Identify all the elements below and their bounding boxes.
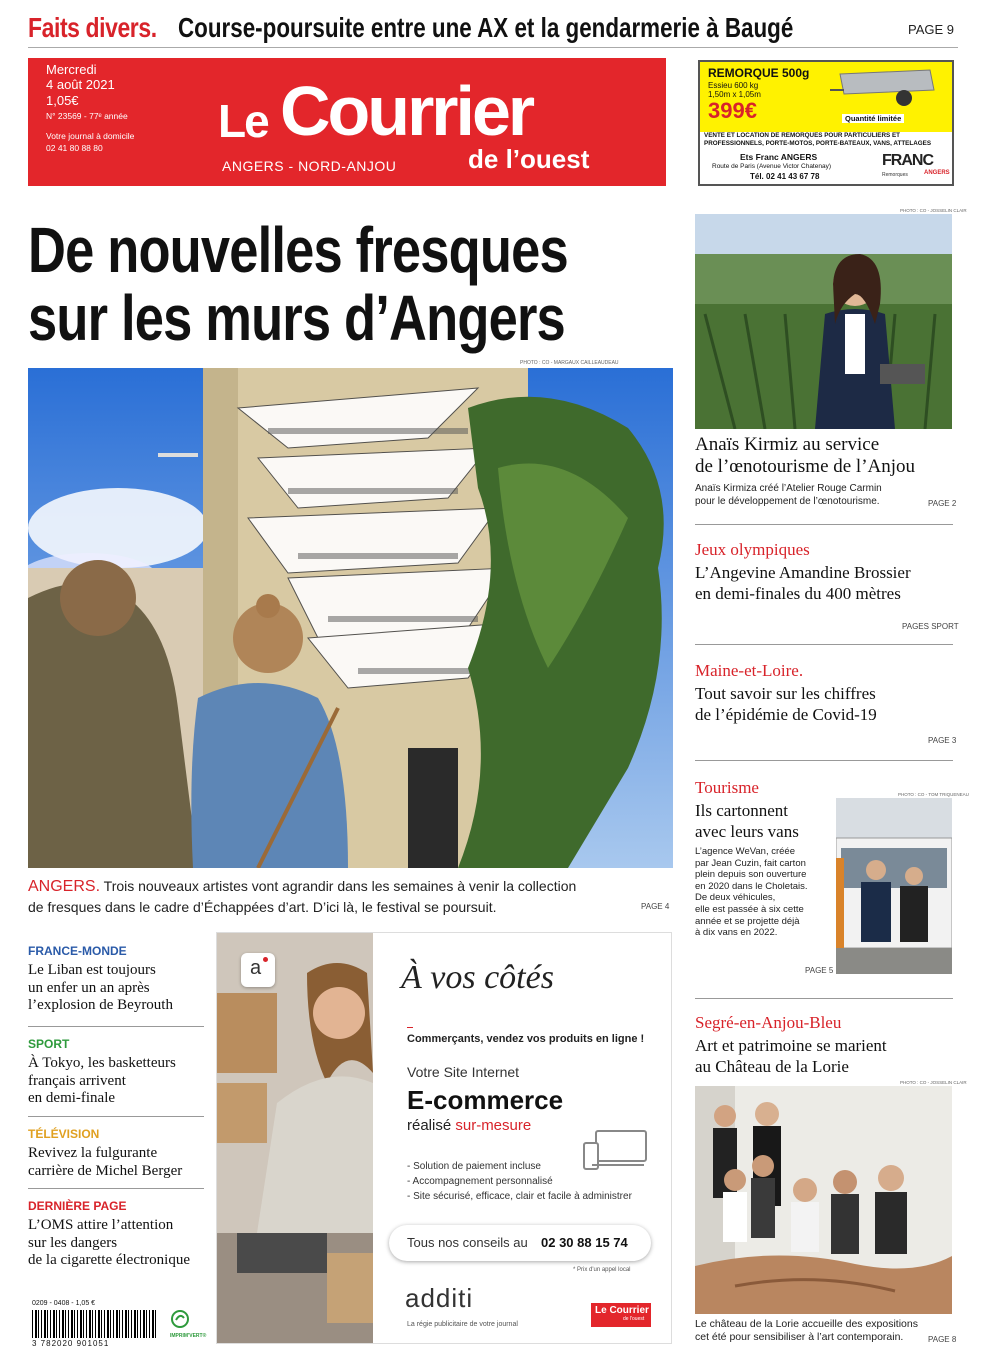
brief-line: sur les dangers bbox=[28, 1234, 118, 1251]
top-divider bbox=[28, 47, 958, 48]
story5-title-line1: Art et patrimoine se marient bbox=[695, 1036, 887, 1055]
additi-line-site: Votre Site Internet bbox=[407, 1064, 520, 1080]
story4-kicker: Tourisme bbox=[695, 778, 759, 797]
main-page-ref[interactable]: PAGE 4 bbox=[641, 902, 670, 911]
franc-logo-text: FRANC bbox=[882, 152, 933, 169]
additi-paper-logo bbox=[591, 1303, 651, 1327]
main-caption-line1: Trois nouveaux artistes vont agrandir dans les semaines à venir la collection bbox=[103, 878, 577, 894]
story2-page-ref[interactable]: PAGES SPORT bbox=[902, 622, 959, 631]
story4-title-line2: avec leurs vans bbox=[695, 822, 799, 841]
story4-body-line: à dix vans en 2022. bbox=[695, 927, 778, 939]
additi-cta-phone: 02 30 88 15 74 bbox=[541, 1235, 628, 1250]
masthead-phone: 02 41 80 88 80 bbox=[46, 143, 103, 153]
story4-body-line: par Jean Cuzin, fait carton bbox=[695, 857, 806, 869]
story3-page-ref[interactable]: PAGE 3 bbox=[928, 736, 957, 745]
trailer-ad-company: Ets Franc ANGERS bbox=[740, 152, 818, 162]
story1-photo[interactable] bbox=[695, 214, 952, 429]
trailer-icon bbox=[830, 68, 942, 104]
story4-body-line: De deux véhicules, bbox=[695, 892, 776, 904]
trailer-ad[interactable] bbox=[698, 60, 954, 186]
brief-kicker: SPORT bbox=[28, 1037, 70, 1051]
story2-title-line2: en demi-finales du 400 mètres bbox=[695, 584, 901, 603]
additi-big: E-commerce bbox=[407, 1085, 564, 1115]
brief-line: Le Liban est toujours bbox=[28, 962, 156, 978]
brief-line: de la cigarette électronique bbox=[28, 1252, 190, 1268]
brief-item[interactable] bbox=[28, 1189, 204, 1285]
trailer-ad-address: Route de Paris (Avenue Victor Chatenay) bbox=[712, 163, 831, 170]
top-banner-headline: Course-poursuite entre une AX et la gendarmerie à Baugé bbox=[178, 12, 794, 43]
story1-body bbox=[695, 482, 925, 508]
story3-title-line1: Tout savoir sur les chiffres bbox=[695, 684, 876, 703]
masthead-issue: N° 23569 - 77ᵉ année bbox=[46, 111, 128, 121]
brief-kicker: FRANCE-MONDE bbox=[28, 944, 127, 958]
sidebar-divider-4 bbox=[695, 998, 953, 999]
additi-ad-photo bbox=[217, 933, 373, 1344]
additi-brand-sub: La régie publicitaire de votre journal bbox=[407, 1321, 518, 1328]
story5-caption-line2: cet été pour sensibiliser à l’art contemporain. bbox=[695, 1331, 904, 1343]
additi-app-icon bbox=[241, 953, 275, 987]
masthead-price: 1,05€ bbox=[46, 93, 79, 108]
brief-item[interactable] bbox=[28, 1117, 204, 1189]
story4-title[interactable] bbox=[695, 800, 835, 842]
franc-logo bbox=[880, 152, 950, 182]
trailer-ad-phone: Tél. 02 41 43 67 78 bbox=[750, 172, 820, 181]
additi-ad-tagline: Commerçants, vendez vos produits en ligne ! bbox=[407, 1033, 645, 1045]
top-banner-section: Faits divers. bbox=[28, 12, 157, 43]
sidebar-divider-2 bbox=[695, 644, 953, 645]
main-headline bbox=[28, 216, 678, 352]
main-caption-line2: de fresques dans le cadre d’Échappées d’art. D’ici là, le festival se poursuit. bbox=[28, 899, 497, 915]
additi-made-red: sur-mesure bbox=[455, 1117, 532, 1134]
additi-brand: additi bbox=[405, 1283, 474, 1313]
logo-courrier: Courrier bbox=[280, 72, 533, 150]
story1-title[interactable] bbox=[695, 434, 955, 478]
imprimvert-text: IMPRIM'VERT® bbox=[170, 1333, 207, 1339]
additi-paper-logo-sub: de l'ouest bbox=[623, 1316, 645, 1322]
story4-body-line: L’agence WeVan, créée bbox=[695, 846, 795, 857]
story4-body bbox=[695, 846, 831, 939]
top-banner-page: PAGE 9 bbox=[908, 22, 955, 37]
story5-title-line2: au Château de la Lorie bbox=[695, 1057, 849, 1076]
masthead-subscription: Votre journal à domicile bbox=[46, 131, 135, 141]
barcode-top: 0209 - 0408 - 1,05 € bbox=[32, 1300, 96, 1307]
additi-bullet: - Accompagnement personnalisé bbox=[407, 1176, 553, 1187]
story2-title[interactable] bbox=[695, 562, 955, 604]
story5-page-ref[interactable]: PAGE 8 bbox=[928, 1335, 957, 1344]
story4-body-line: plein depuis son ouverture bbox=[695, 869, 807, 881]
story3-title-line2: de l’épidémie de Covid-19 bbox=[695, 705, 877, 724]
additi-made-plain: réalisé bbox=[407, 1117, 456, 1134]
story5-caption bbox=[695, 1318, 955, 1344]
story3-kicker: Maine-et-Loire. bbox=[695, 661, 804, 680]
additi-cta[interactable] bbox=[389, 1225, 651, 1261]
story4-body-line: en 2020 dans le Choletais. bbox=[695, 880, 808, 892]
additi-app-letter: a bbox=[250, 957, 262, 979]
imprimvert-logo bbox=[170, 1310, 210, 1340]
franc-logo-small: Remorques bbox=[882, 172, 908, 178]
brief-line: l’explosion de Beyrouth bbox=[28, 997, 173, 1013]
franc-logo-sub: ANGERS bbox=[924, 170, 950, 176]
story4-photo-credit: PHOTO : CO - TOM TRIQUENEAU bbox=[898, 792, 969, 797]
story1-title-line2: de l’œnotourisme de l’Anjou bbox=[695, 456, 916, 477]
brief-item[interactable] bbox=[28, 1027, 204, 1117]
trailer-ad-price: 399€ bbox=[708, 98, 757, 123]
trailer-ad-title: REMORQUE 500g bbox=[708, 66, 810, 80]
trailer-ad-line2: 1,50m x 1,05m bbox=[708, 90, 761, 99]
barcode-bars bbox=[32, 1310, 158, 1338]
story1-photo-credit: PHOTO : CO - JOSSELIN CLAIR bbox=[900, 208, 967, 213]
brief-line: français arrivent bbox=[28, 1072, 126, 1089]
story1-title-line1: Anaïs Kirmiz au service bbox=[695, 434, 880, 455]
story5-kicker: Segré-en-Anjou-Bleu bbox=[695, 1013, 842, 1032]
additi-bullet: - Site sécurisé, efficace, clair et facile à administrer bbox=[407, 1191, 632, 1202]
story4-body-line: elle est passée à six cette bbox=[695, 903, 804, 915]
main-photo[interactable] bbox=[28, 368, 673, 868]
story5-photo[interactable] bbox=[695, 1086, 952, 1314]
brief-kicker: DERNIÈRE PAGE bbox=[28, 1199, 127, 1213]
story5-title[interactable] bbox=[695, 1035, 955, 1077]
brief-line: À Tokyo, les basketteurs bbox=[28, 1055, 176, 1071]
additi-footnote: * Prix d'un appel local bbox=[573, 1267, 631, 1273]
trailer-ad-line1: Essieu 600 kg bbox=[708, 81, 759, 90]
brief-line: carrière de Michel Berger bbox=[28, 1162, 183, 1179]
briefs-column bbox=[28, 938, 204, 1285]
additi-bullets bbox=[407, 1159, 632, 1204]
story1-body-line1: Anaïs Kirmiza créé l’Atelier Rouge Carmin bbox=[695, 483, 882, 494]
brief-kicker: TÉLÉVISION bbox=[28, 1127, 100, 1141]
story1-body-line2: pour le développement de l’œnotourisme. bbox=[695, 496, 880, 507]
main-caption bbox=[28, 876, 678, 917]
additi-red-rule bbox=[407, 1027, 413, 1028]
brief-line: en demi-finale bbox=[28, 1090, 116, 1106]
additi-script-title: À vos côtés bbox=[401, 959, 554, 996]
additi-cta-text: Tous nos conseils au bbox=[407, 1235, 528, 1250]
story2-kicker: Jeux olympiques bbox=[695, 540, 810, 559]
main-headline-line1: De nouvelles fresques bbox=[28, 214, 568, 286]
logo-ouest: de l’ouest bbox=[468, 144, 590, 174]
masthead-edition: ANGERS - NORD-ANJOU bbox=[222, 158, 397, 174]
story5-caption-line1: Le château de la Lorie accueille des expositions bbox=[695, 1318, 918, 1330]
story4-page-ref[interactable]: PAGE 5 bbox=[805, 966, 834, 975]
brief-line: L’OMS attire l’attention bbox=[28, 1217, 174, 1233]
trailer-ad-services: VENTE ET LOCATION DE REMORQUES POUR PARTICULIERS ET PROFESSIONNELS, PORTE-MOTOS, PORTE-BATEAUX, VANS, ATTELAGES bbox=[704, 132, 932, 147]
story4-photo[interactable] bbox=[836, 798, 952, 974]
main-photo-credit: PHOTO : CO - MARGAUX CAILLEAUDEAU bbox=[520, 360, 619, 366]
story4-title-line1: Ils cartonnent bbox=[695, 801, 788, 820]
main-caption-lead: ANGERS. bbox=[28, 878, 101, 895]
main-headline-line2: sur les murs d’Angers bbox=[28, 282, 565, 354]
top-banner bbox=[28, 8, 958, 48]
story3-title[interactable] bbox=[695, 683, 955, 725]
barcode bbox=[30, 1300, 160, 1350]
masthead-info bbox=[46, 62, 134, 154]
additi-made bbox=[407, 1117, 531, 1134]
additi-ad[interactable] bbox=[216, 932, 672, 1344]
sidebar-divider-3 bbox=[695, 760, 953, 761]
logo-le: Le bbox=[218, 95, 268, 147]
story4-body-line: année et se projette déjà bbox=[695, 915, 800, 927]
story1-page-ref[interactable]: PAGE 2 bbox=[928, 499, 957, 508]
story5-photo-credit: PHOTO : CO - JOSSELIN CLAIR bbox=[900, 1080, 967, 1085]
sidebar-divider-1 bbox=[695, 524, 953, 525]
story2-title-line1: L’Angevine Amandine Brossier bbox=[695, 563, 911, 582]
trailer-ad-tag: Quantité limitée bbox=[842, 114, 904, 123]
brief-line: un enfer un an après bbox=[28, 979, 150, 996]
brief-line: Revivez la fulgurante bbox=[28, 1145, 158, 1161]
barcode-bottom: 3 782020 901051 bbox=[32, 1339, 110, 1348]
masthead-day: Mercredi bbox=[46, 62, 97, 77]
masthead-date: 4 août 2021 bbox=[46, 77, 115, 92]
additi-paper-logo-text: Le Courrier bbox=[595, 1305, 649, 1316]
brief-item[interactable] bbox=[28, 938, 204, 1027]
additi-bullet: - Solution de paiement incluse bbox=[407, 1161, 541, 1172]
masthead bbox=[28, 58, 666, 186]
